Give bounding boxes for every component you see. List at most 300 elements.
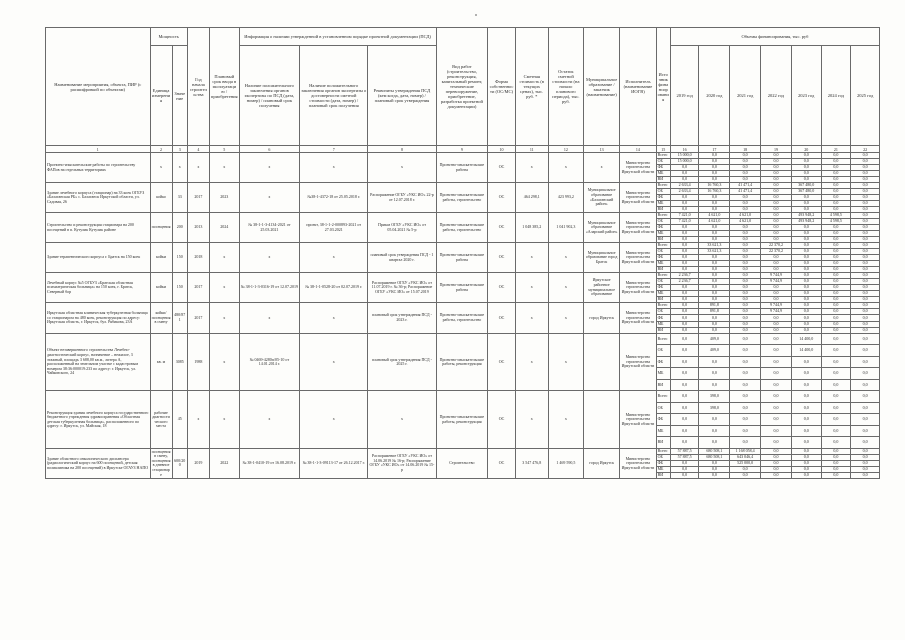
header-name: Наименование мероприятия, объекта, ПИР (с расшифровкой по объектам) bbox=[46, 28, 151, 146]
column-number: 22 bbox=[851, 146, 880, 153]
header-year-start: Год начала строительства bbox=[187, 28, 209, 146]
funding-value: 0,0 bbox=[821, 177, 851, 183]
funding-value: 0,0 bbox=[670, 267, 699, 273]
executor: Министерство строительства Иркутской области bbox=[620, 243, 656, 273]
remaining-cost: х bbox=[548, 273, 583, 303]
funding-value: 0,0 bbox=[791, 437, 821, 449]
funding-value: 4 621,0 bbox=[699, 213, 730, 219]
funding-value: 0,0 bbox=[791, 243, 821, 249]
owner-municipality: город Иркутск bbox=[583, 303, 619, 334]
funding-value: 0,0 bbox=[730, 159, 761, 165]
funding-value: 57 887,5 bbox=[670, 448, 699, 454]
expert-conclusion: № 38-1-1-3-0316-19 от 12.07.2019 bbox=[239, 273, 300, 303]
funding-value: 0,0 bbox=[730, 243, 761, 249]
funding-value: 493 948,2 bbox=[791, 213, 821, 219]
start-year: 2019 bbox=[187, 448, 209, 478]
funding-value: 4 598,5 bbox=[821, 219, 851, 225]
owner-municipality: Муниципальное образование «Балаганский район» bbox=[583, 183, 619, 213]
funding-value: 0,0 bbox=[761, 225, 792, 231]
work-type: Проектно-изыскательские работы, строительство bbox=[436, 183, 488, 213]
funding-value: 0,0 bbox=[761, 315, 792, 321]
funding-value: 0,0 bbox=[761, 291, 792, 297]
remaining-cost: х bbox=[548, 391, 583, 449]
funding-value: 0,0 bbox=[821, 189, 851, 195]
header-executor: Исполнитель (наименование ИОГВ) bbox=[620, 28, 656, 146]
funding-source: ВИ bbox=[656, 437, 670, 449]
funding-value: 0,0 bbox=[670, 321, 699, 327]
funding-value: 525 000,0 bbox=[730, 460, 761, 466]
funding-value: 0,0 bbox=[699, 460, 730, 466]
funding-source: ФБ bbox=[656, 285, 670, 291]
ownership: ОС bbox=[488, 153, 516, 183]
estimate-cost: х bbox=[515, 243, 548, 273]
scan-speck bbox=[475, 14, 477, 16]
funding-value: 0,0 bbox=[699, 207, 730, 213]
funding-source: ОБ bbox=[656, 402, 670, 414]
funding-value: 0,0 bbox=[699, 279, 730, 285]
funding-value: 0,0 bbox=[851, 425, 880, 437]
funding-value: 0,0 bbox=[730, 231, 761, 237]
funding-value: 0,0 bbox=[851, 189, 880, 195]
funding-value: 2 236,7 bbox=[670, 279, 699, 285]
expert-conclusion: х bbox=[239, 243, 300, 273]
funding-source: ВИ bbox=[656, 237, 670, 243]
funding-value: 0,0 bbox=[761, 255, 792, 261]
funding-value: 0,0 bbox=[791, 195, 821, 201]
funding-value: 0,0 bbox=[670, 379, 699, 391]
funding-value: 0,0 bbox=[851, 460, 880, 466]
funding-value: 891,8 bbox=[699, 309, 730, 315]
funding-value: 0,0 bbox=[791, 225, 821, 231]
funding-value: 0,0 bbox=[821, 183, 851, 189]
funding-value: 0,0 bbox=[730, 315, 761, 321]
capacity-unit: х bbox=[150, 153, 172, 183]
funding-value: 0,0 bbox=[821, 345, 851, 357]
funding-value: 0,0 bbox=[791, 425, 821, 437]
funding-source: МБ bbox=[656, 231, 670, 237]
approval-requisites: Распоряжение ОГБУ «УКС ИО» от 14.06.2019 № 16-р; Распоряжение ОГБУ «УКС ИО» от 14.06.2019 № 15-р bbox=[368, 448, 436, 478]
header-year-2020: 2020 год bbox=[699, 46, 730, 146]
investment-table bbox=[45, 27, 880, 479]
funding-value: 0,0 bbox=[730, 379, 761, 391]
remaining-cost: х bbox=[548, 153, 583, 183]
header-capacity: Мощность bbox=[150, 28, 187, 46]
expert-conclusion: № 38-1-0410-19 от 16.08.2019 г. bbox=[239, 448, 300, 478]
funding-value: 0,0 bbox=[730, 153, 761, 159]
funding-value: 0,0 bbox=[699, 237, 730, 243]
funding-value: 0,0 bbox=[851, 379, 880, 391]
estimate-cost: 464 298,1 bbox=[515, 183, 548, 213]
column-number: 14 bbox=[620, 146, 656, 153]
funding-value: 0,0 bbox=[730, 261, 761, 267]
funding-value: 0,0 bbox=[670, 460, 699, 466]
header-owner: Муниципальное образование / заказчик (наименование) bbox=[583, 28, 619, 146]
capacity-value: 480/871 bbox=[172, 303, 187, 334]
funding-value: 0,0 bbox=[761, 327, 792, 333]
approval-requisites: плановый срок утверждения ПСД - 1 квартал 2020 г. bbox=[368, 243, 436, 273]
funding-value: 0,0 bbox=[670, 437, 699, 449]
funding-value: 0,0 bbox=[791, 315, 821, 321]
funding-source: ФБ bbox=[656, 225, 670, 231]
funding-value: 0,0 bbox=[699, 425, 730, 437]
remaining-cost: х bbox=[548, 243, 583, 273]
funding-value: 0,0 bbox=[851, 231, 880, 237]
funding-value: 0,0 bbox=[791, 237, 821, 243]
funding-value: 16 760,3 bbox=[699, 189, 730, 195]
funding-value: 367 480,0 bbox=[791, 189, 821, 195]
funding-source: МБ bbox=[656, 171, 670, 177]
funding-value: 0,0 bbox=[670, 414, 699, 426]
funding-value: 0,0 bbox=[791, 297, 821, 303]
funding-value: 0,0 bbox=[761, 379, 792, 391]
plan-term: х bbox=[209, 303, 239, 334]
funding-value: 7 421,0 bbox=[670, 219, 699, 225]
plan-term: х bbox=[209, 333, 239, 391]
capacity-unit: койки/ посещения в смену bbox=[150, 303, 172, 334]
funding-value: 0,0 bbox=[851, 159, 880, 165]
funding-value: 0,0 bbox=[761, 321, 792, 327]
funding-value: 0,0 bbox=[730, 437, 761, 449]
funding-source: Всего bbox=[656, 333, 670, 345]
funding-value: 409,0 bbox=[699, 345, 730, 357]
funding-value: 0,0 bbox=[851, 356, 880, 368]
header-unit: Единица измерения bbox=[150, 46, 172, 146]
estimate-cost: х bbox=[515, 303, 548, 334]
capacity-unit: койко bbox=[150, 183, 172, 213]
funding-source: ВИ bbox=[656, 177, 670, 183]
funding-source: Всего bbox=[656, 243, 670, 249]
executor: Министерство строительства Иркутской области bbox=[620, 213, 656, 243]
funding-source: ФБ bbox=[656, 255, 670, 261]
funding-value: 0,0 bbox=[761, 425, 792, 437]
funding-source: Всего bbox=[656, 153, 670, 159]
funding-value: 0,0 bbox=[699, 171, 730, 177]
object-name: Реконструкция здания лечебного корпуса государственного бюджетного учреждения здравоохранения «Областная детская туберкулезная больница», расположенного по адресу: г. Иркутск, ул. Майская, 18 bbox=[46, 391, 151, 449]
funding-value: 0,0 bbox=[730, 285, 761, 291]
funding-value: 0,0 bbox=[791, 402, 821, 414]
header-year-2021: 2021 год bbox=[730, 46, 761, 146]
header-year-2024: 2024 год bbox=[821, 46, 851, 146]
funding-source: ОБ bbox=[656, 345, 670, 357]
expert-conclusion: № 0469-4280п/05-10 от 14.01.2014 г. bbox=[239, 333, 300, 391]
funding-value: 0,0 bbox=[851, 345, 880, 357]
funding-source: МБ bbox=[656, 291, 670, 297]
column-number: 19 bbox=[761, 146, 792, 153]
table-row bbox=[46, 448, 880, 454]
work-type: Проектно-изыскательские работы, строительство bbox=[436, 213, 488, 243]
funding-value: 0,0 bbox=[851, 255, 880, 261]
funding-value: 1 168 058,4 bbox=[730, 448, 761, 454]
object-name: Проектно-изыскательские работы по строительству ФАПов на отдельных территориях bbox=[46, 153, 151, 183]
funding-value: 22 370,2 bbox=[761, 243, 792, 249]
funding-value: 0,0 bbox=[699, 437, 730, 449]
funding-value: 14 400,0 bbox=[791, 345, 821, 357]
funding-value: 0,0 bbox=[761, 213, 792, 219]
capacity-unit: посещения bbox=[150, 213, 172, 243]
funding-value: 0,0 bbox=[791, 201, 821, 207]
funding-value: 0,0 bbox=[730, 273, 761, 279]
column-number: 11 bbox=[515, 146, 548, 153]
funding-value: 0,0 bbox=[730, 327, 761, 333]
funding-value: 0,0 bbox=[851, 183, 880, 189]
funding-value: 0,0 bbox=[791, 414, 821, 426]
funding-value: 0,0 bbox=[670, 425, 699, 437]
funding-source: ВИ bbox=[656, 267, 670, 273]
funding-value: 0,0 bbox=[761, 402, 792, 414]
plan-term: х bbox=[209, 153, 239, 183]
funding-value: 0,0 bbox=[670, 231, 699, 237]
funding-value: 0,0 bbox=[699, 255, 730, 261]
funding-value: 0,0 bbox=[730, 345, 761, 357]
funding-value: 41 471,4 bbox=[730, 183, 761, 189]
funding-value: 0,0 bbox=[791, 368, 821, 380]
funding-value: 0,0 bbox=[761, 391, 792, 403]
header-approval: Информация о наличии утвержденной в установленном порядке проектной документации (ПСД) bbox=[239, 28, 436, 46]
table-row bbox=[46, 333, 880, 345]
funding-value: 0,0 bbox=[761, 297, 792, 303]
funding-value: 0,0 bbox=[670, 207, 699, 213]
funding-value: 0,0 bbox=[791, 321, 821, 327]
funding-value: 0,0 bbox=[730, 279, 761, 285]
funding-value: 0,0 bbox=[821, 297, 851, 303]
funding-value: 0,0 bbox=[761, 285, 792, 291]
funding-value: 0,0 bbox=[851, 437, 880, 449]
funding-value: 7 421,0 bbox=[670, 213, 699, 219]
funding-value: 0,0 bbox=[821, 273, 851, 279]
start-year: х bbox=[187, 153, 209, 183]
funding-value: 9 744,9 bbox=[761, 279, 792, 285]
funding-value: 0,0 bbox=[699, 414, 730, 426]
funding-value: 0,0 bbox=[791, 379, 821, 391]
capacity-value: 150 bbox=[172, 243, 187, 273]
funding-value: 0,0 bbox=[851, 333, 880, 345]
funding-value: 398,0 bbox=[699, 402, 730, 414]
funding-value: 0,0 bbox=[730, 165, 761, 171]
funding-source: Всего bbox=[656, 448, 670, 454]
capacity-value: 3085 bbox=[172, 333, 187, 391]
executor: Министерство строительства Иркутской области bbox=[620, 391, 656, 449]
funding-source: ФБ bbox=[656, 460, 670, 466]
funding-value: 0,0 bbox=[791, 391, 821, 403]
funding-value: 0,0 bbox=[851, 315, 880, 321]
funding-source: МБ bbox=[656, 321, 670, 327]
cost-conclusion: х bbox=[300, 243, 368, 273]
funding-value: 0,0 bbox=[821, 454, 851, 460]
funding-value: 0,0 bbox=[851, 279, 880, 285]
funding-source: ВИ bbox=[656, 472, 670, 478]
funding-value: 0,0 bbox=[730, 177, 761, 183]
funding-value: 0,0 bbox=[851, 448, 880, 454]
work-type: Проектно-изыскательские работы, строительство bbox=[436, 303, 488, 334]
funding-value: 0,0 bbox=[851, 153, 880, 159]
funding-value: 0,0 bbox=[851, 402, 880, 414]
funding-value: 0,0 bbox=[821, 472, 851, 478]
funding-value: 15 000,0 bbox=[670, 153, 699, 159]
funding-source: ВИ bbox=[656, 379, 670, 391]
funding-value: 0,0 bbox=[699, 315, 730, 321]
column-number-row bbox=[46, 146, 880, 153]
funding-value: 0,0 bbox=[699, 379, 730, 391]
funding-value: 0,0 bbox=[761, 437, 792, 449]
funding-value: 0,0 bbox=[791, 165, 821, 171]
funding-source: Всего bbox=[656, 273, 670, 279]
expert-conclusion: х bbox=[239, 153, 300, 183]
funding-value: 0,0 bbox=[821, 466, 851, 472]
funding-value: 0,0 bbox=[670, 171, 699, 177]
executor: Министерство строительства Иркутской области bbox=[620, 183, 656, 213]
funding-source: ВИ bbox=[656, 297, 670, 303]
approval-requisites: плановый срок утверждения ПСД - 2023 г. bbox=[368, 303, 436, 334]
funding-value: 0,0 bbox=[699, 165, 730, 171]
funding-value: 0,0 bbox=[821, 165, 851, 171]
funding-value: 0,0 bbox=[730, 466, 761, 472]
start-year: 2017 bbox=[187, 303, 209, 334]
executor: Министерство строительства Иркутской области bbox=[620, 333, 656, 391]
header-expert-cost: Наличие положительного заключения органов экспертизы о достоверности сметной стоимости (дата, номер) / плановый срок получения bbox=[300, 46, 368, 146]
funding-value: 0,0 bbox=[821, 171, 851, 177]
funding-value: 0,0 bbox=[670, 466, 699, 472]
funding-value: 0,0 bbox=[851, 165, 880, 171]
funding-value: 0,0 bbox=[851, 249, 880, 255]
funding-value: 0,0 bbox=[791, 273, 821, 279]
funding-value: 0,0 bbox=[670, 243, 699, 249]
funding-value: 4 598,5 bbox=[821, 213, 851, 219]
funding-value: 0,0 bbox=[699, 201, 730, 207]
funding-value: 0,0 bbox=[761, 237, 792, 243]
capacity-value: 33 bbox=[172, 183, 187, 213]
funding-value: 0,0 bbox=[821, 460, 851, 466]
owner-municipality: х bbox=[583, 153, 619, 183]
funding-value: 0,0 bbox=[791, 454, 821, 460]
funding-value: 0,0 bbox=[851, 237, 880, 243]
funding-value: 0,0 bbox=[851, 391, 880, 403]
funding-value: 0,0 bbox=[851, 195, 880, 201]
funding-value: 0,0 bbox=[851, 273, 880, 279]
cost-conclusion: № 38-1-1-3-09113-17 от 26.12.2017 г. bbox=[300, 448, 368, 478]
plan-term: х bbox=[209, 273, 239, 303]
column-number: 2 bbox=[150, 146, 172, 153]
cost-conclusion: х bbox=[300, 391, 368, 449]
remaining-cost: 1 041 902,3 bbox=[548, 213, 583, 243]
funding-value: 0,0 bbox=[670, 255, 699, 261]
expert-conclusion: № 38-1-1-3-4134-2021 от 25.03.2021 bbox=[239, 213, 300, 243]
funding-value: 33 621,3 bbox=[699, 249, 730, 255]
funding-source: ВИ bbox=[656, 207, 670, 213]
funding-value: 0,0 bbox=[821, 261, 851, 267]
funding-value: 0,0 bbox=[791, 231, 821, 237]
header-value: Значение bbox=[172, 46, 187, 146]
start-year: 1988 bbox=[187, 333, 209, 391]
funding-value: 0,0 bbox=[699, 177, 730, 183]
funding-value: 0,0 bbox=[791, 207, 821, 213]
header-funding: Объемы финансирования, тыс. руб bbox=[670, 28, 879, 46]
owner-municipality: Иркутское районное муниципальное образование bbox=[583, 273, 619, 303]
capacity-value: 45 bbox=[172, 391, 187, 449]
funding-value: 0,0 bbox=[851, 207, 880, 213]
funding-value: 0,0 bbox=[821, 243, 851, 249]
cost-conclusion: № 38-1-1-0528-20 от 02.07.2019 г. bbox=[300, 273, 368, 303]
funding-value: 0,0 bbox=[791, 171, 821, 177]
funding-value: 643 046,4 bbox=[730, 454, 761, 460]
funding-value: 0,0 bbox=[851, 297, 880, 303]
estimate-cost: х bbox=[515, 153, 548, 183]
funding-value: 0,0 bbox=[851, 466, 880, 472]
remaining-cost: 1 469 590,5 bbox=[548, 448, 583, 478]
funding-value: 0,0 bbox=[791, 448, 821, 454]
funding-value: 0,0 bbox=[821, 267, 851, 273]
funding-value: 398,0 bbox=[699, 391, 730, 403]
funding-value: 0,0 bbox=[730, 356, 761, 368]
cost-conclusion: х bbox=[300, 153, 368, 183]
funding-value: 0,0 bbox=[670, 356, 699, 368]
funding-value: 0,0 bbox=[821, 414, 851, 426]
header-requisites: Реквизиты утверждения ПСД (кем когда, дата, номер) / плановый срок утверждения bbox=[368, 46, 436, 146]
funding-value: 0,0 bbox=[851, 171, 880, 177]
plan-term: х bbox=[209, 243, 239, 273]
funding-value: 0,0 bbox=[821, 315, 851, 321]
start-year: х bbox=[187, 391, 209, 449]
funding-value: 4 621,0 bbox=[730, 213, 761, 219]
column-number: 18 bbox=[730, 146, 761, 153]
funding-value: 0,0 bbox=[730, 321, 761, 327]
funding-value: 0,0 bbox=[670, 327, 699, 333]
object-name: Здание терапевтического корпуса г. Братск на 150 коек bbox=[46, 243, 151, 273]
funding-source: ОБ bbox=[656, 454, 670, 460]
header-year-2022: 2022 год bbox=[761, 46, 792, 146]
header-estimate: Сметная стоимость (в текущих ценах), тыс. руб. * bbox=[515, 28, 548, 146]
funding-value: 0,0 bbox=[821, 321, 851, 327]
capacity-value: 150 bbox=[172, 273, 187, 303]
funding-value: 0,0 bbox=[670, 345, 699, 357]
funding-value: 0,0 bbox=[821, 225, 851, 231]
funding-value: 0,0 bbox=[730, 368, 761, 380]
column-number: 8 bbox=[368, 146, 436, 153]
funding-value: 0,0 bbox=[821, 291, 851, 297]
funding-value: 367 480,0 bbox=[791, 183, 821, 189]
approval-requisites: х bbox=[368, 391, 436, 449]
object-name: Здание областного онкологического диспансера (радиологический корпус на 600 посещений, детская поликлиника на 200 посещений) в Иркутске ОГАУЗ НАПО bbox=[46, 448, 151, 478]
funding-value: 0,0 bbox=[821, 285, 851, 291]
funding-value: 0,0 bbox=[851, 201, 880, 207]
funding-value: 0,0 bbox=[791, 327, 821, 333]
executor: Министерство строительства Иркутской области bbox=[620, 303, 656, 334]
funding-value: 2 633,4 bbox=[670, 183, 699, 189]
remaining-cost: 423 993,2 bbox=[548, 183, 583, 213]
funding-value: 0,0 bbox=[851, 261, 880, 267]
funding-value: 0,0 bbox=[730, 225, 761, 231]
object-name: Строительство и реконструкция стационара на 200 посещений в п. Кутулик Кутулик районе bbox=[46, 213, 151, 243]
work-type: Проектно-изыскательские работы bbox=[436, 273, 488, 303]
funding-value: 0,0 bbox=[821, 231, 851, 237]
column-number: 16 bbox=[670, 146, 699, 153]
funding-source: ОБ bbox=[656, 249, 670, 255]
work-type: Проектно-изыскательские работы bbox=[436, 153, 488, 183]
column-number: 10 bbox=[488, 146, 516, 153]
funding-value: 0,0 bbox=[851, 213, 880, 219]
funding-value: 0,0 bbox=[761, 219, 792, 225]
funding-value: 0,0 bbox=[699, 267, 730, 273]
funding-source: МБ bbox=[656, 466, 670, 472]
funding-value: 2 633,4 bbox=[670, 189, 699, 195]
funding-value: 0,0 bbox=[851, 225, 880, 231]
start-year: 2018 bbox=[187, 243, 209, 273]
funding-value: 0,0 bbox=[821, 356, 851, 368]
funding-value: 0,0 bbox=[699, 261, 730, 267]
funding-value: 0,0 bbox=[761, 454, 792, 460]
funding-value: 0,0 bbox=[851, 285, 880, 291]
funding-value: 680 508,1 bbox=[699, 448, 730, 454]
funding-value: 0,0 bbox=[821, 333, 851, 345]
